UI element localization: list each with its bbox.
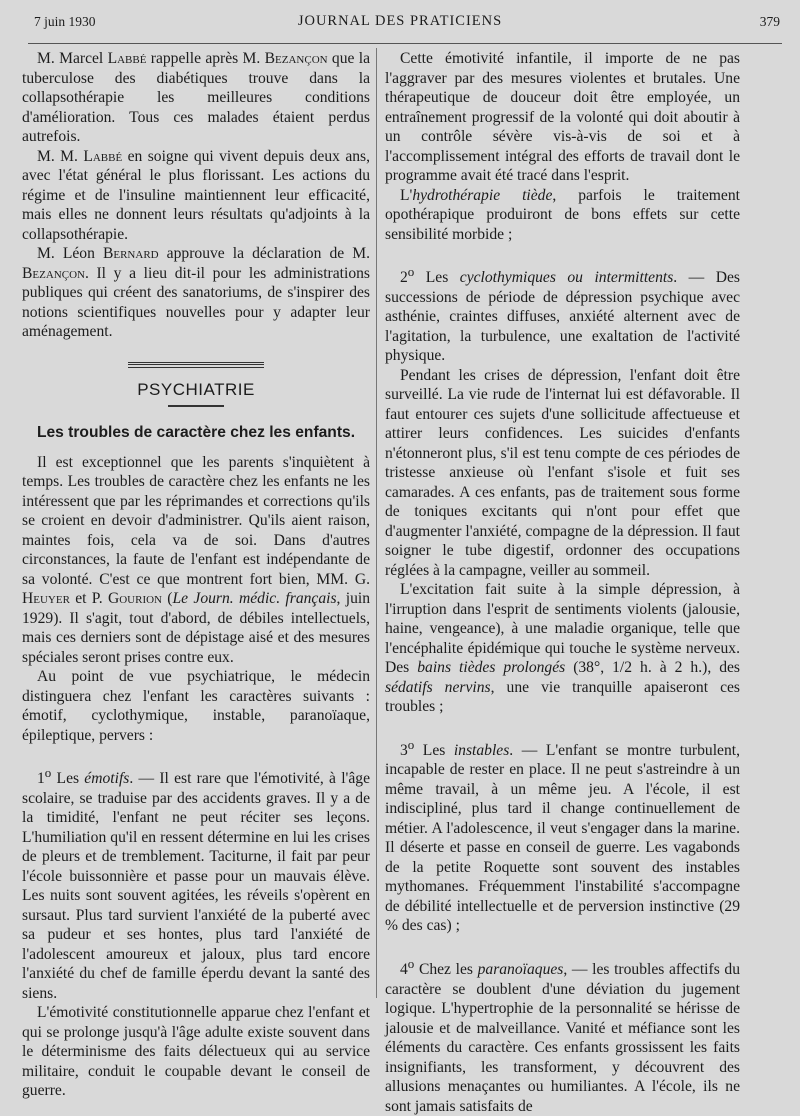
running-header xyxy=(0,10,800,32)
paragraph-therapeutique: Cette émotivité infantile, il importe de ne pas l'aggraver par des mesures violentes et brutales. Une thérapeutique de douceur doit être employée, un entraînement progressif de la volonté qui doit aboutir à un contrôle sévère vis-à-vis de soi et à l'accomplissement intégral des efforts de travail dont le programme avait été tracé dans l'esprit. xyxy=(385,50,740,184)
paragraph-intro: Il est exceptionnel que les parents s'inquiètent à temps. Les troubles de caractère chez les enfants ne les intéressent que par les réprimandes et corrections qu'ils se croient en devoir d'administrer. Qu'ils aient raison, maintes fois, cela va de soi. Dans d'autres circonstances, la faute de l'enfant est indépendante de sa volonté. C'est ce que montrent fort bien, MM. G. Heuyer et P. Gourion (Le Journ. médic. français, juin 1929). Il s'agit, tout d'abord, de débiles intellectuels, mais ces derniers sont de dépistage aisé et des mesures spéciales seront prises contre eux. xyxy=(22,453,370,666)
page-number: 379 xyxy=(759,14,780,29)
paragraph-classification: Au point de vue psychiatrique, le médecin distinguera chez l'enfant les caractères suivants : émotif, cyclothymique, instable, paranoïaque, épileptique, pervers : xyxy=(22,668,370,744)
paragraph-cyclothymiques: 2$^o$ Les cyclothymiques ou intermittents. — Des successions de période de dépression psychique avec asthénie, craintes diffuses, anxiété alternent avec de l'agitation, la turbulence, une exaltation de l'activité physique. xyxy=(385,264,741,365)
left-column xyxy=(22,49,370,1101)
journal-title: JOURNAL DES PRATICIENS xyxy=(297,13,503,29)
paragraph-labbe-2: M. M. Labbé en soigne qui vivent depuis deux ans, avec l'état général le plus florissant. Les actions du régime et de l'insuline maintiennent leur efficacité, mais elles ne donnent leurs résultats qu'adjoints à la collapsothérapie. xyxy=(22,147,370,243)
paragraph-hydrotherapie: L'hydrothérapie tiède, parfois le traitement opothérapique produiront de bons effets sur cette sensibilité morbide ; xyxy=(385,186,740,243)
paragraph-emotifs: 1$^o$ Les émotifs. — Il est rare que l'émotivité, à l'âge scolaire, se traduise par des accidents graves. Il y a de la timidité, l'enfant ne peut réciter ses leçons. L'humiliation qu'il en ressent détermine en lui les crises de pleurs et de tremblement. Taciturne, il fait par peur l'école buissonnière et passe pour un mauvais élève. Les nuits sont souvent agitées, les réveils s'opèrent en sursaut. Plus tard survient l'anxiété de la puberté avec sa pudeur et ses hontes, plus tard l'anxiété de l'adolescent amoureux et jaloux, plus tard encore l'anxiété du chef de famille éperdu devant la santé des siens. xyxy=(22,765,370,1002)
column-divider xyxy=(376,48,377,998)
paragraph-emotivite: L'émotivité constitutionnelle apparue chez l'enfant et qui se prolonge jusqu'à l'âge adulte existe souvent dans le déterminisme des faits délectueux qui au service militaire, conduit le coupable devant le conseil de guerre. xyxy=(22,1004,370,1100)
section-rule-top xyxy=(128,362,264,368)
section-rule-bottom xyxy=(168,405,224,407)
section-title: PSYCHIATRIE xyxy=(137,379,255,399)
article-title: Les troubles de caractère chez les enfants. xyxy=(36,424,356,441)
paragraph-labbe-1: M. Marcel Labbé rappelle après M. Bezançon que la tuberculose des diabétiques trouve dans la collapsothérapie les meilleures conditions d'amélioration. Tous ces malades étaient perdus autrefois. xyxy=(22,50,370,145)
header-rule xyxy=(28,43,782,44)
header-date: 7 juin 1930 xyxy=(34,14,96,29)
paragraph-paranoiaques: 4$^o$ Chez les paranoïaques, — les troubles affectifs du caractère se doublent d'une déviation du jugement logique. L'hypertrophie de la personnalité se hérisse de jalousie et de malveillance. Vanité et méfiance sont les éléments du caractère. Ces enfants grossissent les faits insignifiants, les transforment, y découvrent des allusions menaçantes ou humiliantes. A l'école, ils ne sont jamais satisfaits de xyxy=(385,955,741,1115)
paragraph-instables: 3$^o$ Les instables. — L'enfant se montre turbulent, incapable de rester en place. Il ne peut s'astreindre à un même travail, à un même jeu. A l'école, il est indiscipliné, plus tard il change continuellement de métier. A l'adolescence, il veut s'engager dans la marine. Il déserte et passe en conseil de guerre. Les vagabonds de la petite Roquette sont souvent des instables mythomanes. Fréquemment l'instabilité s'accompagne de débilité intellectuelle et de perversion instinctive (29 % des cas) ; xyxy=(385,736,741,935)
paragraph-depression: Pendant les crises de dépression, l'enfant doit être surveillé. La vie rude de l'internat lui est défavorable. Il faut entourer ces sujets d'une sollicitude affectueuse et attirer leurs confidences. Les suicides d'enfants n'étonneront plus, s'il est tenu compte de ces périodes de tristesse anxieuse où l'enfant s'isole et fuit ses camarades. A ces enfants, pas de traitement sous forme de toniques excitants qui n'ont pour effet que d'augmenter l'anxiété, compagne de la dépression. Il faut soigner le tube digestif, ordonner des occupations réglées à la campagne, veiller au sommeil. xyxy=(385,366,740,579)
paragraph-excitation: L'excitation fait suite à la simple dépression, à l'irruption dans l'esprit de sentiments violents (jalousie, haine, vengeance), à une maladie organique, telle que l'encéphalite épidémique qui touche le système nerveux. Des bains tièdes prolongés (38°, 1/2 h. à 2 h.), des sédatifs nervins, une vie tranquille apaiseront ces troubles ; xyxy=(385,581,740,716)
paragraph-bernard: M. Léon Bernard approuve la déclaration de M. Bezançon. Il y a lieu dit-il pour les administrations publiques qui créent des sanatoriums, de s'inspirer des notions scientifiques nouvelles pour y adapter leur aménagement. xyxy=(22,245,371,340)
right-column xyxy=(385,49,740,1116)
